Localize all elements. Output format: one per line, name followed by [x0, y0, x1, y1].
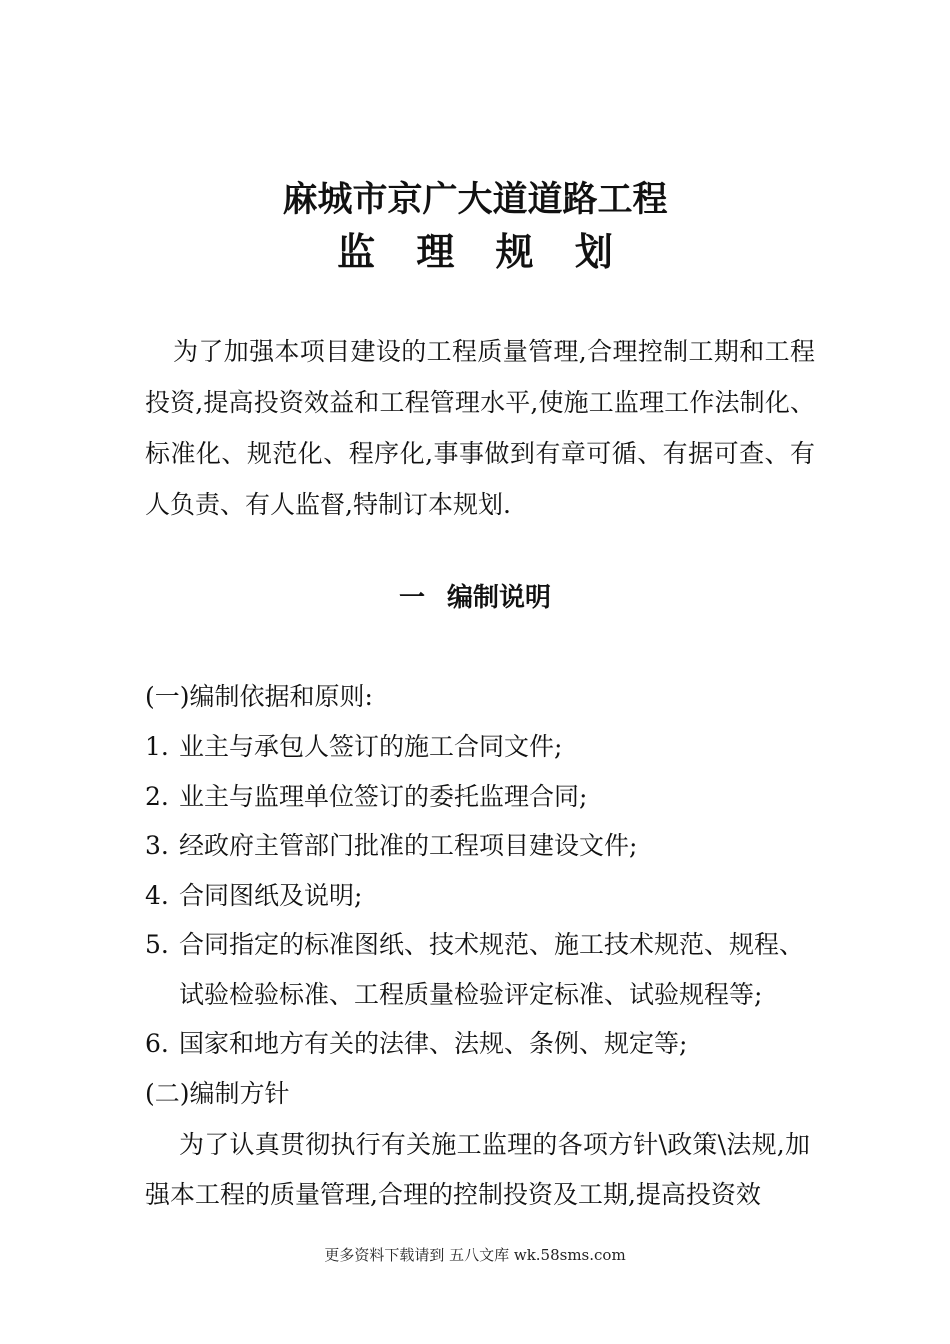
section-title: 编制说明 [447, 583, 552, 613]
list-item [145, 727, 835, 767]
list-item [145, 1024, 835, 1064]
list-item-text: 业主与监理单位签订的委托监理合同; [179, 782, 588, 811]
document-subtitle: 监 理 规 划 [337, 230, 627, 274]
list-item-number: 3. [145, 831, 169, 860]
list-item [145, 876, 835, 916]
list-item-number: 2. [145, 782, 169, 811]
list-item [145, 826, 835, 866]
list-item [145, 925, 835, 965]
list-item-number: 6. [145, 1029, 169, 1058]
list-item-text: 合同指定的标准图纸、技术规范、施工技术规范、规程、 [179, 930, 805, 959]
policy-paragraph: 为了认真贯彻执行有关施工监理的各项方针\政策\法规,加强本工程的质量管理,合理的控制投资及工期,提高投资效 [145, 1130, 810, 1209]
document-title: 麻城市京广大道道路工程 [282, 180, 668, 220]
list-item-number: 1. [145, 732, 169, 761]
list-item-text: 合同图纸及说明; [179, 881, 363, 910]
intro-paragraph: 为了加强本项目建设的工程质量管理,合理控制工期和工程投资,提高投资效益和工程管理水平,使施工监理工作法制化、标准化、规范化、程序化,事事做到有章可循、有据可查、有人负责、有人监督,特制订本规划. [145, 337, 815, 519]
section-number: 一 [398, 583, 425, 613]
section-heading [0, 576, 950, 620]
list-item-text: 经政府主管部门批准的工程项目建设文件; [179, 831, 638, 860]
list-item-continuation: 试验检验标准、工程质量检验评定标准、试验规程等; [179, 980, 763, 1009]
list-item-text: 国家和地方有关的法律、法规、条例、规定等; [179, 1029, 688, 1058]
list-item [145, 777, 835, 817]
list-item-number: 4. [145, 881, 169, 910]
list-item-text: 业主与承包人签订的施工合同文件; [179, 732, 563, 761]
footer-note: 更多资料下载请到 五八文库 wk.58sms.com [324, 1246, 626, 1264]
list-item-number: 5. [145, 930, 169, 959]
subsection-heading-policy: (二)编制方针 [145, 1079, 290, 1108]
subsection-heading-basis: (一)编制依据和原则: [145, 682, 373, 711]
